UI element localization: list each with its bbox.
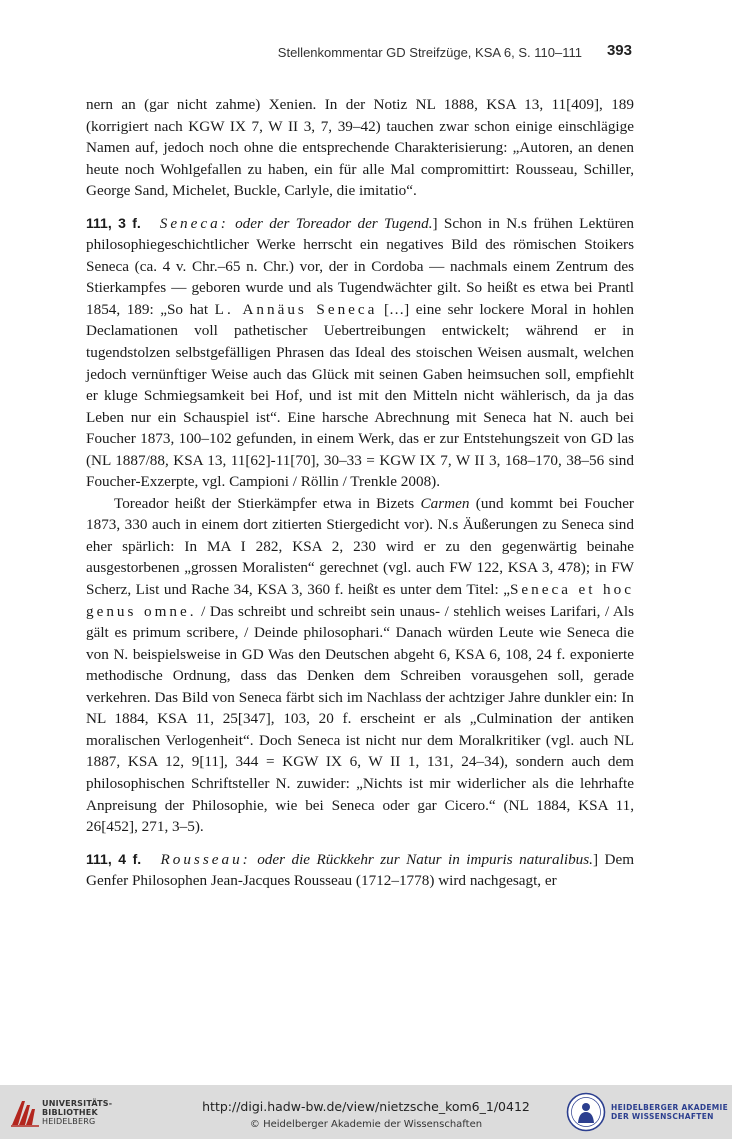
- commentary-text: [86, 94, 634, 892]
- paragraph-4: [86, 849, 634, 892]
- copyright-notice: © Heidelberger Akademie der Wissenschaften: [249, 1119, 483, 1130]
- library-name-line: BIBLIOTHEK: [42, 1108, 98, 1117]
- lemma-spaced: Rousseau:: [160, 850, 251, 868]
- academy-seal-icon[interactable]: [566, 1092, 606, 1132]
- lemma-spaced: Seneca:: [159, 214, 229, 232]
- italic-title: Carmen: [420, 494, 470, 512]
- lemma-italic: oder der Toreador der Tugend.: [235, 214, 433, 232]
- line-reference: 111, 3 f.: [86, 214, 141, 231]
- permalink-url[interactable]: http://digi.hadw-bw.de/view/nietzsche_kom6_1/0412: [202, 1099, 530, 1114]
- academy-name-line: DER WISSENSCHAFTEN: [611, 1112, 714, 1121]
- academy-name-line: HEIDELBERGER AKADEMIE: [611, 1103, 729, 1112]
- text-segment: (und kommt bei Foucher 1873, 330 auch in einem dort zitierten Stiergedicht vor). N.s Äußerungen zu Seneca sind eher spärlich: In MA I 282, KSA 2, 230 wird er zu den gegenwärtig beinahe ausgestorbenen „grossen Moralisten“ gerechnet (vgl. auch FW 122, KSA 3, 478); in FW Scherz, List und Rache 34, KSA 3, 360 f. heißt es unter dem Titel: „: [86, 494, 634, 599]
- text-segment: Schon in N.s frühen Lektüren philosophiegeschichtlicher Werke herrscht ein negatives Bild des römischen Stoikers Seneca (ca. 4 v. Chr.–65 n. Chr.) vor, der in Cordoba — nachmals einem Zentrum des Stierkampfes — geboren wurde und als Tugendwächter gilt. So heißt es etwa bei Prantl 1854, 189: „So hat: [86, 214, 635, 318]
- page-number: 393: [606, 42, 632, 59]
- text-segment: Toreador heißt der Stierkämpfer etwa in Bizets: [114, 494, 415, 512]
- lemma-bracket: ]: [432, 214, 438, 232]
- running-head: [86, 42, 632, 64]
- academy-name[interactable]: [611, 1103, 728, 1121]
- viewer-footer: [0, 1085, 732, 1139]
- library-name-line: UNIVERSITÄTS-: [42, 1099, 113, 1108]
- running-head-title: Stellenkommentar GD Streifzüge, KSA 6, S. 110–111: [277, 45, 582, 60]
- paragraph-2: [86, 213, 634, 493]
- line-reference: 111, 4 f.: [86, 850, 142, 867]
- paragraph-3: [86, 493, 634, 838]
- spaced-name: L. Annäus Seneca: [214, 300, 378, 318]
- lemma-italic: oder die Rückkehr zur Natur in impuris naturalibus.: [257, 850, 593, 868]
- library-name-line: HEIDELBERG: [42, 1117, 96, 1126]
- paragraph-1: nern an (gar nicht zahme) Xenien. In der Notiz NL 1888, KSA 13, 11[409], 189 (korrigiert nach KGW IX 7, W II 3, 7, 39–42) tauchen zwar schon einige einschlägige Namen auf, jedoch noch ohne die entsprechende Charakterisierung: „Autoren, an denen heute noch Wohlgefallen zu haben, ein für alle Mal compromittirt: Rousseau, Schiller, George Sand, Michelet, Buckle, Carlyle, die imitatio“.: [86, 96, 634, 200]
- spaced-quote: Seneca et hoc genus omne.: [86, 581, 634, 620]
- text-segment: / Das schreibt und schreibt sein unaus- / stehlich weises Larifari, / Als gält es primum scribere, / Deinde philosophari.“ Danach würden Leute wie Seneca die von N. beispielsweise in GD Was den Deutschen abgeht 6, KSA 6, 108, 24 f. exponierte methodische Ordnung, dass das Denken dem Schreiben vorausgehen soll, gerade verkehren. Das Bild von Seneca färbt sich im Nachlass der achtziger Jahre dunkler ein: In NL 1884, KSA 11, 25[347], 103, 20 f. erscheint er als „Culmination der antiken moralischen Verlogenheit“. Doch Seneca ist nicht nur dem Moralkritiker (vgl. auch NL 1887, KSA 12, 9[11], 344 = KGW IX 6, W II 1, 131, 24–34), sondern auch dem philosophischen Schriftsteller N. zuwider: „Nichts ist mir widerlicher als die lehrhafte Anpreisung der Philosophie, wie bei Seneca oder gar Cicero.“ (NL 1884, KSA 11, 26[452], 271, 3–5).: [86, 602, 635, 836]
- text-segment: Dem Genfer Philosophen Jean-Jacques Rousseau (1712–1778) wird nachgesagt, er: [86, 850, 635, 890]
- text-segment: […] eine sehr lockere Moral in hohlen Declamationen voll pathetischer Uebertreibungen entwickelt; während er in tugendstolzen selbstgefälligen Phrasen das Ideal des stoischen Weisen ausmalt, welchen jedoch vernünftiger Weise auch das Glück mit seinen Gaben heimsuchen soll, empfiehlt er kluge Schmiegsamkeit bei Hof, und ist mit den Mitteln nicht wählerisch, da ja das Leben nur ein Schauspiel ist“. Eine harsche Abrechnung mit Seneca hat N. auch bei Foucher 1873, 100–102 gefunden, in einem Werk, das er zur Entstehungszeit von GD las (NL 1887/88, KSA 13, 11[62]-11[70], 30–33 = KGW IX 7, W II 3, 168–170, 38–56 sind Foucher-Exzerpte, vgl. Campioni / Röllin / Trenkle 2008).: [86, 300, 635, 491]
- lemma-bracket: ]: [592, 850, 599, 868]
